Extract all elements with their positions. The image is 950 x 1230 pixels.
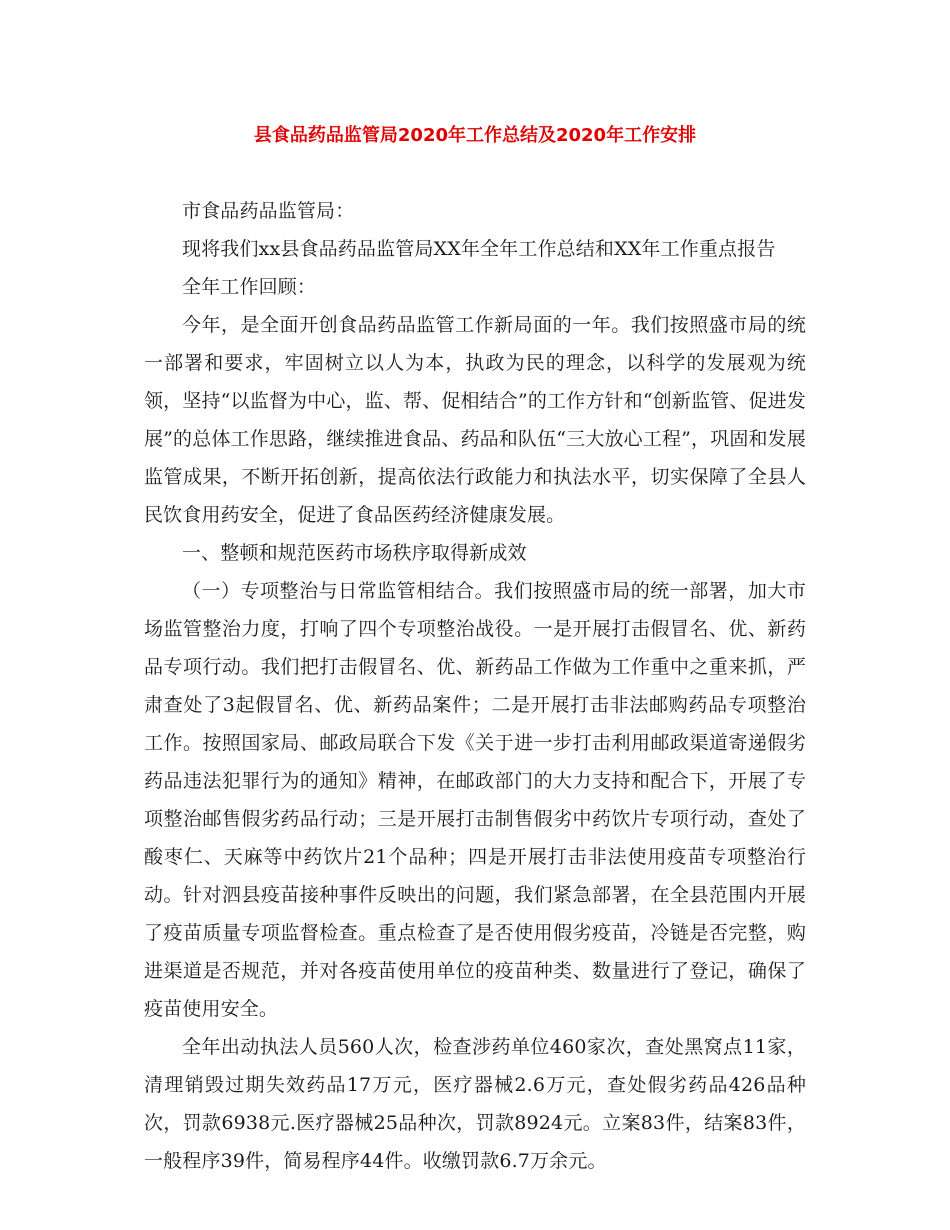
document-body (144, 192, 806, 1180)
salutation: 市食品药品监管局： (182, 200, 355, 222)
section-heading-1: 一、整顿和规范医药市场秩序取得新成效 (182, 542, 527, 564)
document-title: 县食品药品监管局2020年工作总结及2020年工作安排 (253, 125, 697, 146)
paragraph-special-rectification: （一）专项整治与日常监管相结合。我们按照盛市局的统一部署，加大市场监管整治力度，打响了四个专项整治战役。一是开展打击假冒名、优、新药品专项行动。我们把打击假冒名、优、新药品工作做为工作重中之重来抓，严肃查处了3起假冒名、优、新药品案件；二是开展打击非法邮购药品专项整治工作。按照国家局、邮政局联合下发《关于进一步打击利用邮政渠道寄递假劣药品违法犯罪行为的通知》精神，在邮政部门的大力支持和配合下，开展了专项整治邮售假劣药品行动；三是开展打击制售假劣中药饮片专项行动，查处了酸枣仁、天麻等中药饮片21个品种；四是开展打击非法使用疫苗专项整治行动。针对泗县疫苗接种事件反映出的问题，我们紧急部署，在全县范围内开展了疫苗质量专项监督检查。重点检查了是否使用假劣疫苗，冷链是否完整，购进渠道是否规范，并对各疫苗使用单位的疫苗种类、数量进行了登记，确保了疫苗使用安全。 (144, 580, 806, 1020)
paragraph-statistics: 全年出动执法人员560人次，检查涉药单位460家次，查处黑窝点11家，清理销毁过期失效药品17万元，医疗器械2.6万元，查处假劣药品426品种次，罚款6938元.医疗器械25品种次，罚款8924元。立案83件，结案83件，一般程序39件，简易程序44件。收缴罚款6.7万余元。 (144, 1036, 806, 1172)
paragraph-overview: 今年，是全面开创食品药品监管工作新局面的一年。我们按照盛市局的统一部署和要求，牢固树立以人为本，执政为民的理念，以科学的发展观为统领，坚持“以监督为中心，监、帮、促相结合”的工作方针和“创新监管、促进发展”的总体工作思路，继续推进食品、药品和队伍“三大放心工程”，巩固和发展监管成果，不断开拓创新，提高依法行政能力和执法水平，切实保障了全县人民饮食用药安全，促进了食品医药经济健康发展。 (144, 314, 806, 526)
paragraph-review-heading: 全年工作回顾： (182, 276, 317, 298)
paragraph-intro: 现将我们xx县食品药品监管局XX年全年工作总结和XX年工作重点报告 (182, 238, 776, 260)
